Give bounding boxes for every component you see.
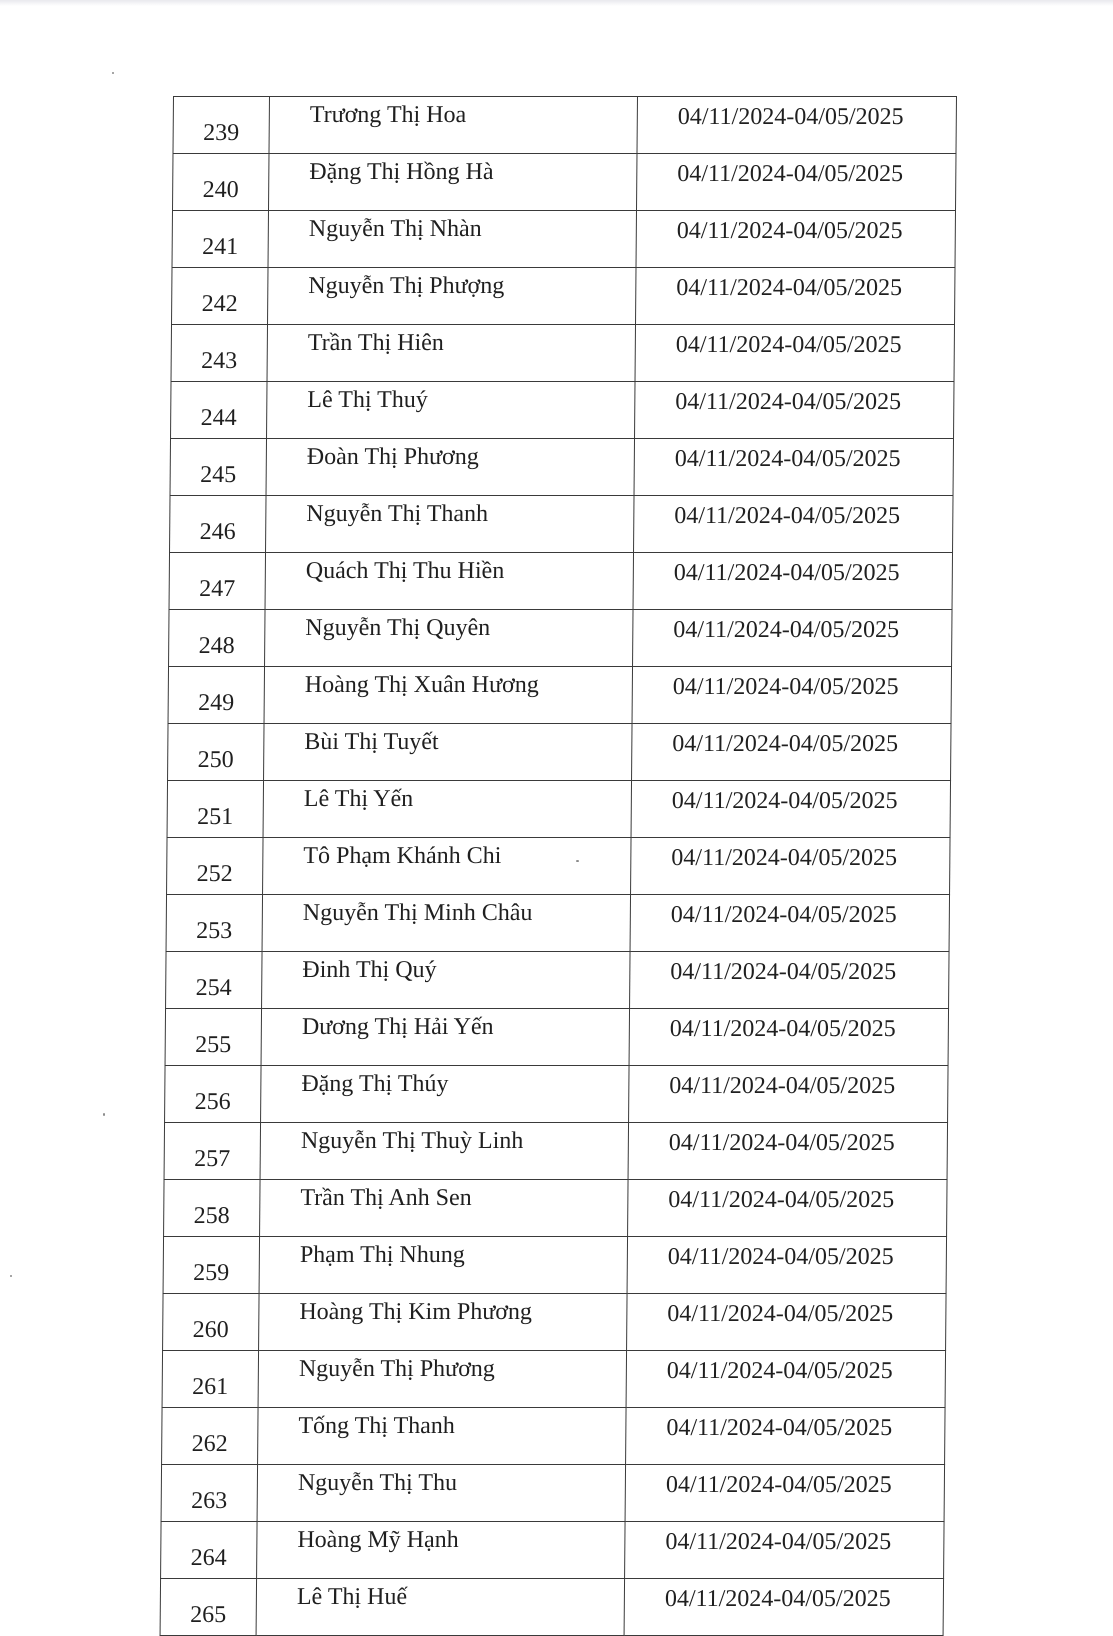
date-period: 04/11/2024-04/05/2025 <box>630 952 949 1009</box>
date-period: 04/11/2024-04/05/2025 <box>632 667 951 724</box>
person-name: Trần Thị Anh Sen <box>260 1180 628 1237</box>
date-period: 04/11/2024-04/05/2025 <box>626 1351 945 1408</box>
row-number: 253 <box>166 895 262 952</box>
date-period: 04/11/2024-04/05/2025 <box>630 895 949 952</box>
person-name: Lê Thị Huế <box>256 1579 624 1636</box>
person-name: Nguyễn Thị Quyên <box>265 610 633 667</box>
date-period: 04/11/2024-04/05/2025 <box>624 1579 943 1636</box>
date-period: 04/11/2024-04/05/2025 <box>631 781 950 838</box>
person-name: Trần Thị Hiên <box>267 325 635 382</box>
date-period: 04/11/2024-04/05/2025 <box>627 1294 946 1351</box>
date-period: 04/11/2024-04/05/2025 <box>625 1465 944 1522</box>
person-name: Đinh Thị Quý <box>262 952 630 1009</box>
row-number: 251 <box>167 781 263 838</box>
roster-table-container <box>160 96 956 1636</box>
person-name: Đoàn Thị Phương <box>266 439 634 496</box>
row-number: 247 <box>169 553 265 610</box>
scan-top-edge <box>0 0 1113 6</box>
date-period: 04/11/2024-04/05/2025 <box>632 724 951 781</box>
person-name: Nguyễn Thị Phương <box>258 1351 626 1408</box>
table-row <box>168 667 951 724</box>
person-name: Bùi Thị Tuyết <box>264 724 632 781</box>
table-row <box>170 496 953 553</box>
date-period: 04/11/2024-04/05/2025 <box>633 610 952 667</box>
table-row <box>166 952 949 1009</box>
person-name: Hoàng Thị Xuân Hương <box>264 667 632 724</box>
row-number: 246 <box>170 496 266 553</box>
row-number: 262 <box>162 1408 258 1465</box>
date-period: 04/11/2024-04/05/2025 <box>635 325 954 382</box>
date-period: 04/11/2024-04/05/2025 <box>635 382 954 439</box>
table-row <box>168 724 951 781</box>
table-row <box>170 439 953 496</box>
row-number: 240 <box>173 154 269 211</box>
table-row <box>165 1066 948 1123</box>
row-number: 242 <box>172 268 268 325</box>
scan-speck <box>112 72 114 74</box>
date-period: 04/11/2024-04/05/2025 <box>627 1237 946 1294</box>
row-number: 252 <box>167 838 263 895</box>
date-period: 04/11/2024-04/05/2025 <box>637 97 956 154</box>
row-number: 241 <box>172 211 268 268</box>
person-name: Trương Thị Hoa <box>269 97 637 154</box>
table-row <box>169 610 952 667</box>
person-name: Đặng Thị Hồng Hà <box>269 154 637 211</box>
table-row <box>163 1294 946 1351</box>
row-number: 261 <box>162 1351 258 1408</box>
table-row <box>161 1465 944 1522</box>
table-row <box>172 268 955 325</box>
person-name: Nguyễn Thị Thuỳ Linh <box>260 1123 628 1180</box>
table-row <box>167 838 950 895</box>
person-name: Nguyễn Thị Thu <box>257 1465 625 1522</box>
date-period: 04/11/2024-04/05/2025 <box>628 1123 947 1180</box>
table-row <box>166 895 949 952</box>
scan-speck <box>103 1113 105 1116</box>
date-period: 04/11/2024-04/05/2025 <box>634 496 953 553</box>
row-number: 248 <box>169 610 265 667</box>
table-row <box>162 1408 945 1465</box>
row-number: 249 <box>168 667 264 724</box>
date-period: 04/11/2024-04/05/2025 <box>633 553 952 610</box>
table-row <box>171 325 954 382</box>
row-number: 256 <box>165 1066 261 1123</box>
table-row <box>162 1351 945 1408</box>
table-row <box>161 1522 944 1579</box>
date-period: 04/11/2024-04/05/2025 <box>636 268 955 325</box>
person-name: Phạm Thị Nhung <box>259 1237 627 1294</box>
row-number: 258 <box>164 1180 260 1237</box>
table-row <box>167 781 950 838</box>
person-name: Nguyễn Thị Thanh <box>266 496 634 553</box>
person-name: Hoàng Thị Kim Phương <box>259 1294 627 1351</box>
person-name: Tống Thị Thanh <box>258 1408 626 1465</box>
table-row <box>163 1237 946 1294</box>
row-number: 245 <box>170 439 266 496</box>
row-number: 264 <box>161 1522 257 1579</box>
table-row <box>173 154 956 211</box>
date-period: 04/11/2024-04/05/2025 <box>626 1408 945 1465</box>
person-name: Lê Thị Thuý <box>267 382 635 439</box>
row-number: 260 <box>163 1294 259 1351</box>
person-name: Tô Phạm Khánh Chi <box>263 838 631 895</box>
row-number: 244 <box>171 382 267 439</box>
date-period: 04/11/2024-04/05/2025 <box>634 439 953 496</box>
roster-table-body <box>160 97 956 1636</box>
person-name: Hoàng Mỹ Hạnh <box>257 1522 625 1579</box>
row-number: 243 <box>171 325 267 382</box>
row-number: 257 <box>164 1123 260 1180</box>
person-name: Nguyễn Thị Minh Châu <box>262 895 630 952</box>
table-row <box>171 382 954 439</box>
date-period: 04/11/2024-04/05/2025 <box>625 1522 944 1579</box>
date-period: 04/11/2024-04/05/2025 <box>637 154 956 211</box>
row-number: 263 <box>161 1465 257 1522</box>
date-period: 04/11/2024-04/05/2025 <box>628 1180 947 1237</box>
row-number: 265 <box>160 1579 256 1636</box>
person-name: Đặng Thị Thúy <box>261 1066 629 1123</box>
table-row <box>164 1180 947 1237</box>
person-name: Nguyễn Thị Nhàn <box>268 211 636 268</box>
row-number: 239 <box>173 97 269 154</box>
row-number: 254 <box>166 952 262 1009</box>
date-period: 04/11/2024-04/05/2025 <box>631 838 950 895</box>
date-period: 04/11/2024-04/05/2025 <box>636 211 955 268</box>
table-row <box>165 1009 948 1066</box>
roster-table <box>160 96 957 1636</box>
row-number: 259 <box>163 1237 259 1294</box>
person-name: Lê Thị Yến <box>263 781 631 838</box>
table-row <box>169 553 952 610</box>
date-period: 04/11/2024-04/05/2025 <box>629 1066 948 1123</box>
date-period: 04/11/2024-04/05/2025 <box>629 1009 948 1066</box>
person-name: Nguyễn Thị Phượng <box>268 268 636 325</box>
table-row <box>173 97 956 154</box>
table-row <box>164 1123 947 1180</box>
table-row <box>172 211 955 268</box>
row-number: 255 <box>165 1009 261 1066</box>
row-number: 250 <box>168 724 264 781</box>
table-row <box>160 1579 943 1636</box>
person-name: Dương Thị Hải Yến <box>261 1009 629 1066</box>
scan-speck <box>10 1275 12 1277</box>
person-name: Quách Thị Thu Hiền <box>265 553 633 610</box>
